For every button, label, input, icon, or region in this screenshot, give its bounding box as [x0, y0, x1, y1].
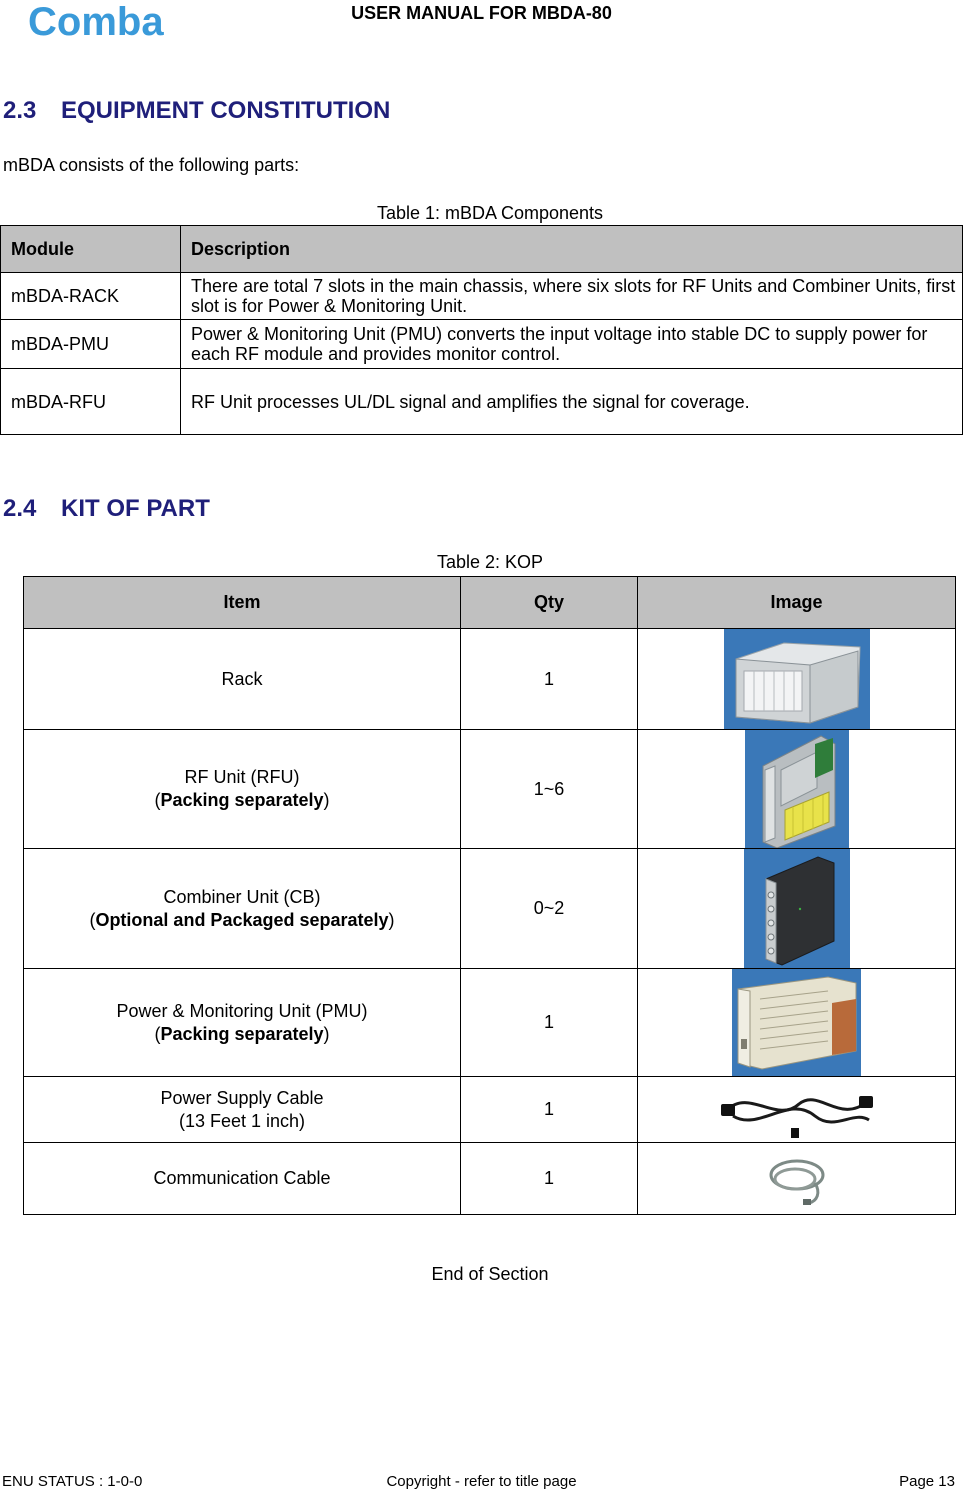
qty-cell: 0~2 [461, 849, 638, 969]
footer-page-number: Page 13 [899, 1473, 955, 1490]
qty-cell: 1~6 [461, 730, 638, 849]
header-title: USER MANUAL FOR MBDA-80 [351, 3, 612, 23]
description-cell: Power & Monitoring Unit (PMU) converts the input voltage into stable DC to supply power for each RF module and provides monitor control. [181, 320, 963, 369]
section-title: KIT OF PART [61, 495, 210, 522]
item-note: (13 Feet 1 inch) [178, 1110, 306, 1131]
rfu-image [745, 730, 849, 848]
section-number: 2.3 [3, 97, 37, 124]
table-row [24, 1077, 956, 1143]
module-cell: mBDA-RACK [1, 273, 181, 320]
section-heading-2-4 [3, 495, 210, 523]
column-header-description: Description [181, 226, 963, 273]
image-cell [638, 629, 956, 730]
table-row [24, 629, 956, 730]
item-note: (Packing separately) [154, 790, 330, 810]
module-cell: mBDA-RFU [1, 369, 181, 435]
description-cell: There are total 7 slots in the main chassis, where six slots for RF Units and Combiner Units, first slot is for Power & Monitoring Unit. [181, 273, 963, 320]
item-note-bold: Optional and Packaged separately [95, 909, 389, 930]
table-header-row [24, 577, 956, 629]
table-row [1, 320, 963, 369]
item-cell [24, 629, 461, 730]
item-cell [24, 1077, 461, 1143]
comm-cable-image [765, 1149, 829, 1209]
column-header-module: Module [1, 226, 181, 273]
description-cell: RF Unit processes UL/DL signal and amplifies the signal for coverage. [181, 369, 963, 435]
components-table [0, 225, 963, 435]
kit-of-part-table [23, 576, 956, 1215]
combiner-image [744, 849, 850, 968]
pmu-image [732, 969, 861, 1076]
item-note-bold: Packing separately [160, 1023, 324, 1044]
item-name: Power Supply Cable [160, 1087, 324, 1108]
item-name: RF Unit (RFU) [184, 767, 300, 787]
end-of-section: End of Section [431, 1264, 549, 1284]
image-cell [638, 1143, 956, 1215]
table-row [24, 730, 956, 849]
item-cell [24, 969, 461, 1077]
column-header-qty: Qty [461, 577, 638, 629]
column-header-item: Item [24, 577, 461, 629]
module-cell: mBDA-PMU [1, 320, 181, 369]
qty-cell: 1 [461, 1077, 638, 1143]
qty-cell: 1 [461, 629, 638, 730]
intro-paragraph: mBDA consists of the following parts: [3, 155, 300, 175]
power-cable-image [719, 1080, 875, 1140]
item-note: (Packing separately) [154, 1023, 330, 1044]
table-row [1, 273, 963, 320]
rack-image [724, 629, 870, 729]
item-cell [24, 849, 461, 969]
table-row [24, 849, 956, 969]
section-number: 2.4 [3, 495, 37, 522]
image-cell [638, 730, 956, 849]
qty-cell: 1 [461, 1143, 638, 1215]
table-header-row [1, 226, 963, 273]
item-name: Communication Cable [153, 1168, 331, 1188]
item-cell [24, 730, 461, 849]
footer-status: ENU STATUS : 1-0-0 [2, 1473, 143, 1490]
logo-text: Comba [28, 2, 164, 40]
item-name: Rack [221, 668, 263, 689]
item-note-bold: Packing separately [160, 790, 324, 810]
section-heading-2-3 [3, 97, 390, 125]
table-row [1, 369, 963, 435]
footer-copyright: Copyright - refer to title page [386, 1473, 577, 1490]
section-title: EQUIPMENT CONSTITUTION [61, 97, 391, 124]
image-cell [638, 1077, 956, 1143]
table-2-caption: Table 2: KOP [436, 552, 544, 572]
column-header-image: Image [638, 577, 956, 629]
qty-cell: 1 [461, 969, 638, 1077]
table-1-caption: Table 1: mBDA Components [376, 203, 604, 223]
item-cell [24, 1143, 461, 1215]
table-row [24, 1143, 956, 1215]
table-row [24, 969, 956, 1077]
item-note: (Optional and Packaged separately) [89, 909, 395, 930]
image-cell [638, 849, 956, 969]
image-cell [638, 969, 956, 1077]
item-name: Combiner Unit (CB) [163, 886, 321, 907]
item-name: Power & Monitoring Unit (PMU) [116, 1000, 368, 1021]
